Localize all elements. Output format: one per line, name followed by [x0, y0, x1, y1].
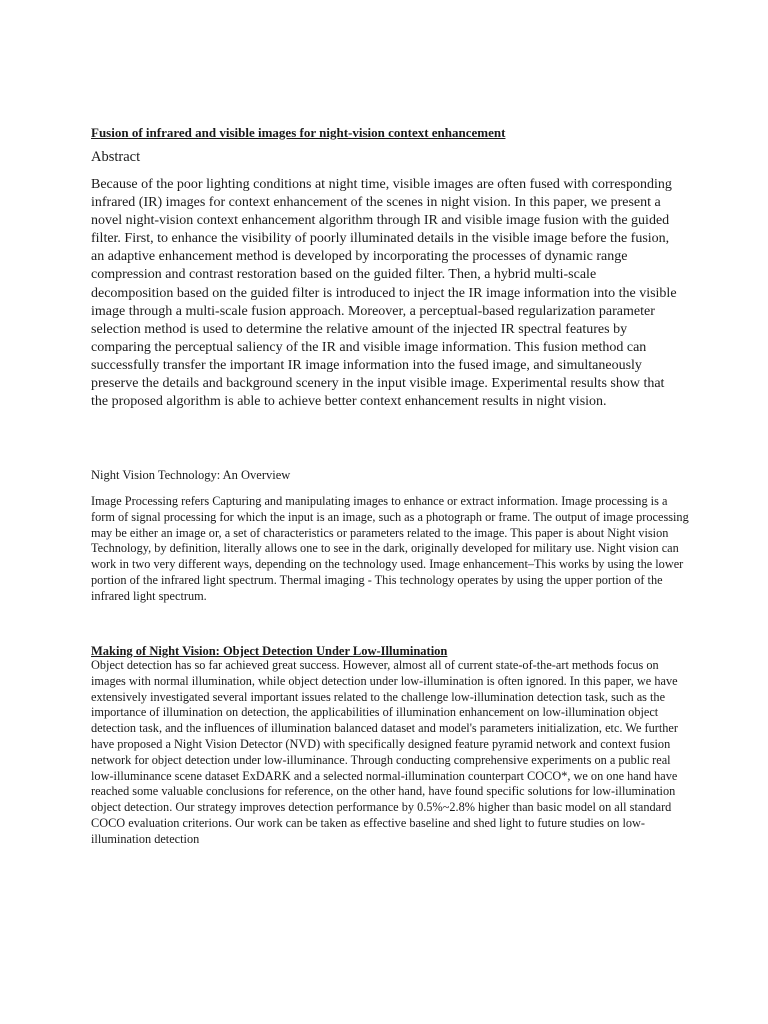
- object-detection-heading: Making of Night Vision: Object Detection Under Low-Illumination: [91, 644, 448, 658]
- overview-heading: Night Vision Technology: An Overview: [91, 468, 291, 482]
- document-title: Fusion of infrared and visible images for night-vision context enhancement: [91, 125, 506, 140]
- overview-paragraph: Image Processing refers Capturing and manipulating images to enhance or extract information. Image processing is a form of signal processing for which the input is an image, such as a photograph or frame. The output of image processing may be either an image or, a set of characteristics or parameters related to the image. This paper is about Night vision Technology, by definition, literally allows one to see in the dark, originally developed for military use. Night vision can work in two very different ways, depending on the technology used. Image enhancement–This works by using the lower portion of the infrared light spectrum. Thermal imaging - This technology operates by using the upper portion of the infrared light spectrum.: [91, 494, 689, 603]
- abstract-heading: Abstract: [91, 149, 141, 165]
- abstract-paragraph: Because of the poor lighting conditions at night time, visible images are often fused with corresponding infrared (IR) images for context enhancement of the scenes in night vision. In this paper, we present a novel night-vision context enhancement algorithm through IR and visible image fusion with the guided filter. First, to enhance the visibility of poorly illuminated details in the visible image before the fusion, an adaptive enhancement method is developed by incorporating the processes of dynamic range compression and contrast restoration based on the guided filter. Then, a hybrid multi-scale decomposition based on the guided filter is introduced to inject the IR image information into the visible image through a multi-scale fusion approach. Moreover, a perceptual-based regularization parameter selection method is used to determine the relative amount of the injected IR spectral features by comparing the perceptual saliency of the IR and visible image information. This fusion method can successfully transfer the important IR image information into the fused image, and simultaneously preserve the details and background scenery in the input visible image. Experimental results show that the proposed algorithm is able to achieve better context enhancement results in night vision.: [91, 177, 677, 410]
- object-detection-paragraph: Object detection has so far achieved great success. However, almost all of current state-of-the-art methods focus on images with normal illumination, while object detection under low-illumination is often ignored. In this paper, we have extensively investigated several important issues related to the challenge low-illumination detection task, such as the importance of illumination on detection, the applicabilities of illumination enhancement on low-illumination object detection task, and the influences of illumination balanced dataset and model's parameters initialization, etc. We further have proposed a Night Vision Detector (NVD) with specifically designed feature pyramid network and context fusion network for object detection under low-illuminance. Through conducting comprehensive experiments on a public real low-illuminance scene dataset ExDARK and a selected normal-illumination counterpart COCO*, we on one hand have reached some valuable conclusions for reference, on the other hand, have found specific solutions for low-illumination object detection. Our strategy improves detection performance by 0.5%~2.8% higher than basic model on all standard COCO evaluation criterions. Our work can be taken as effective baseline and shed light to future studies on low-illumination detection: [91, 658, 678, 846]
